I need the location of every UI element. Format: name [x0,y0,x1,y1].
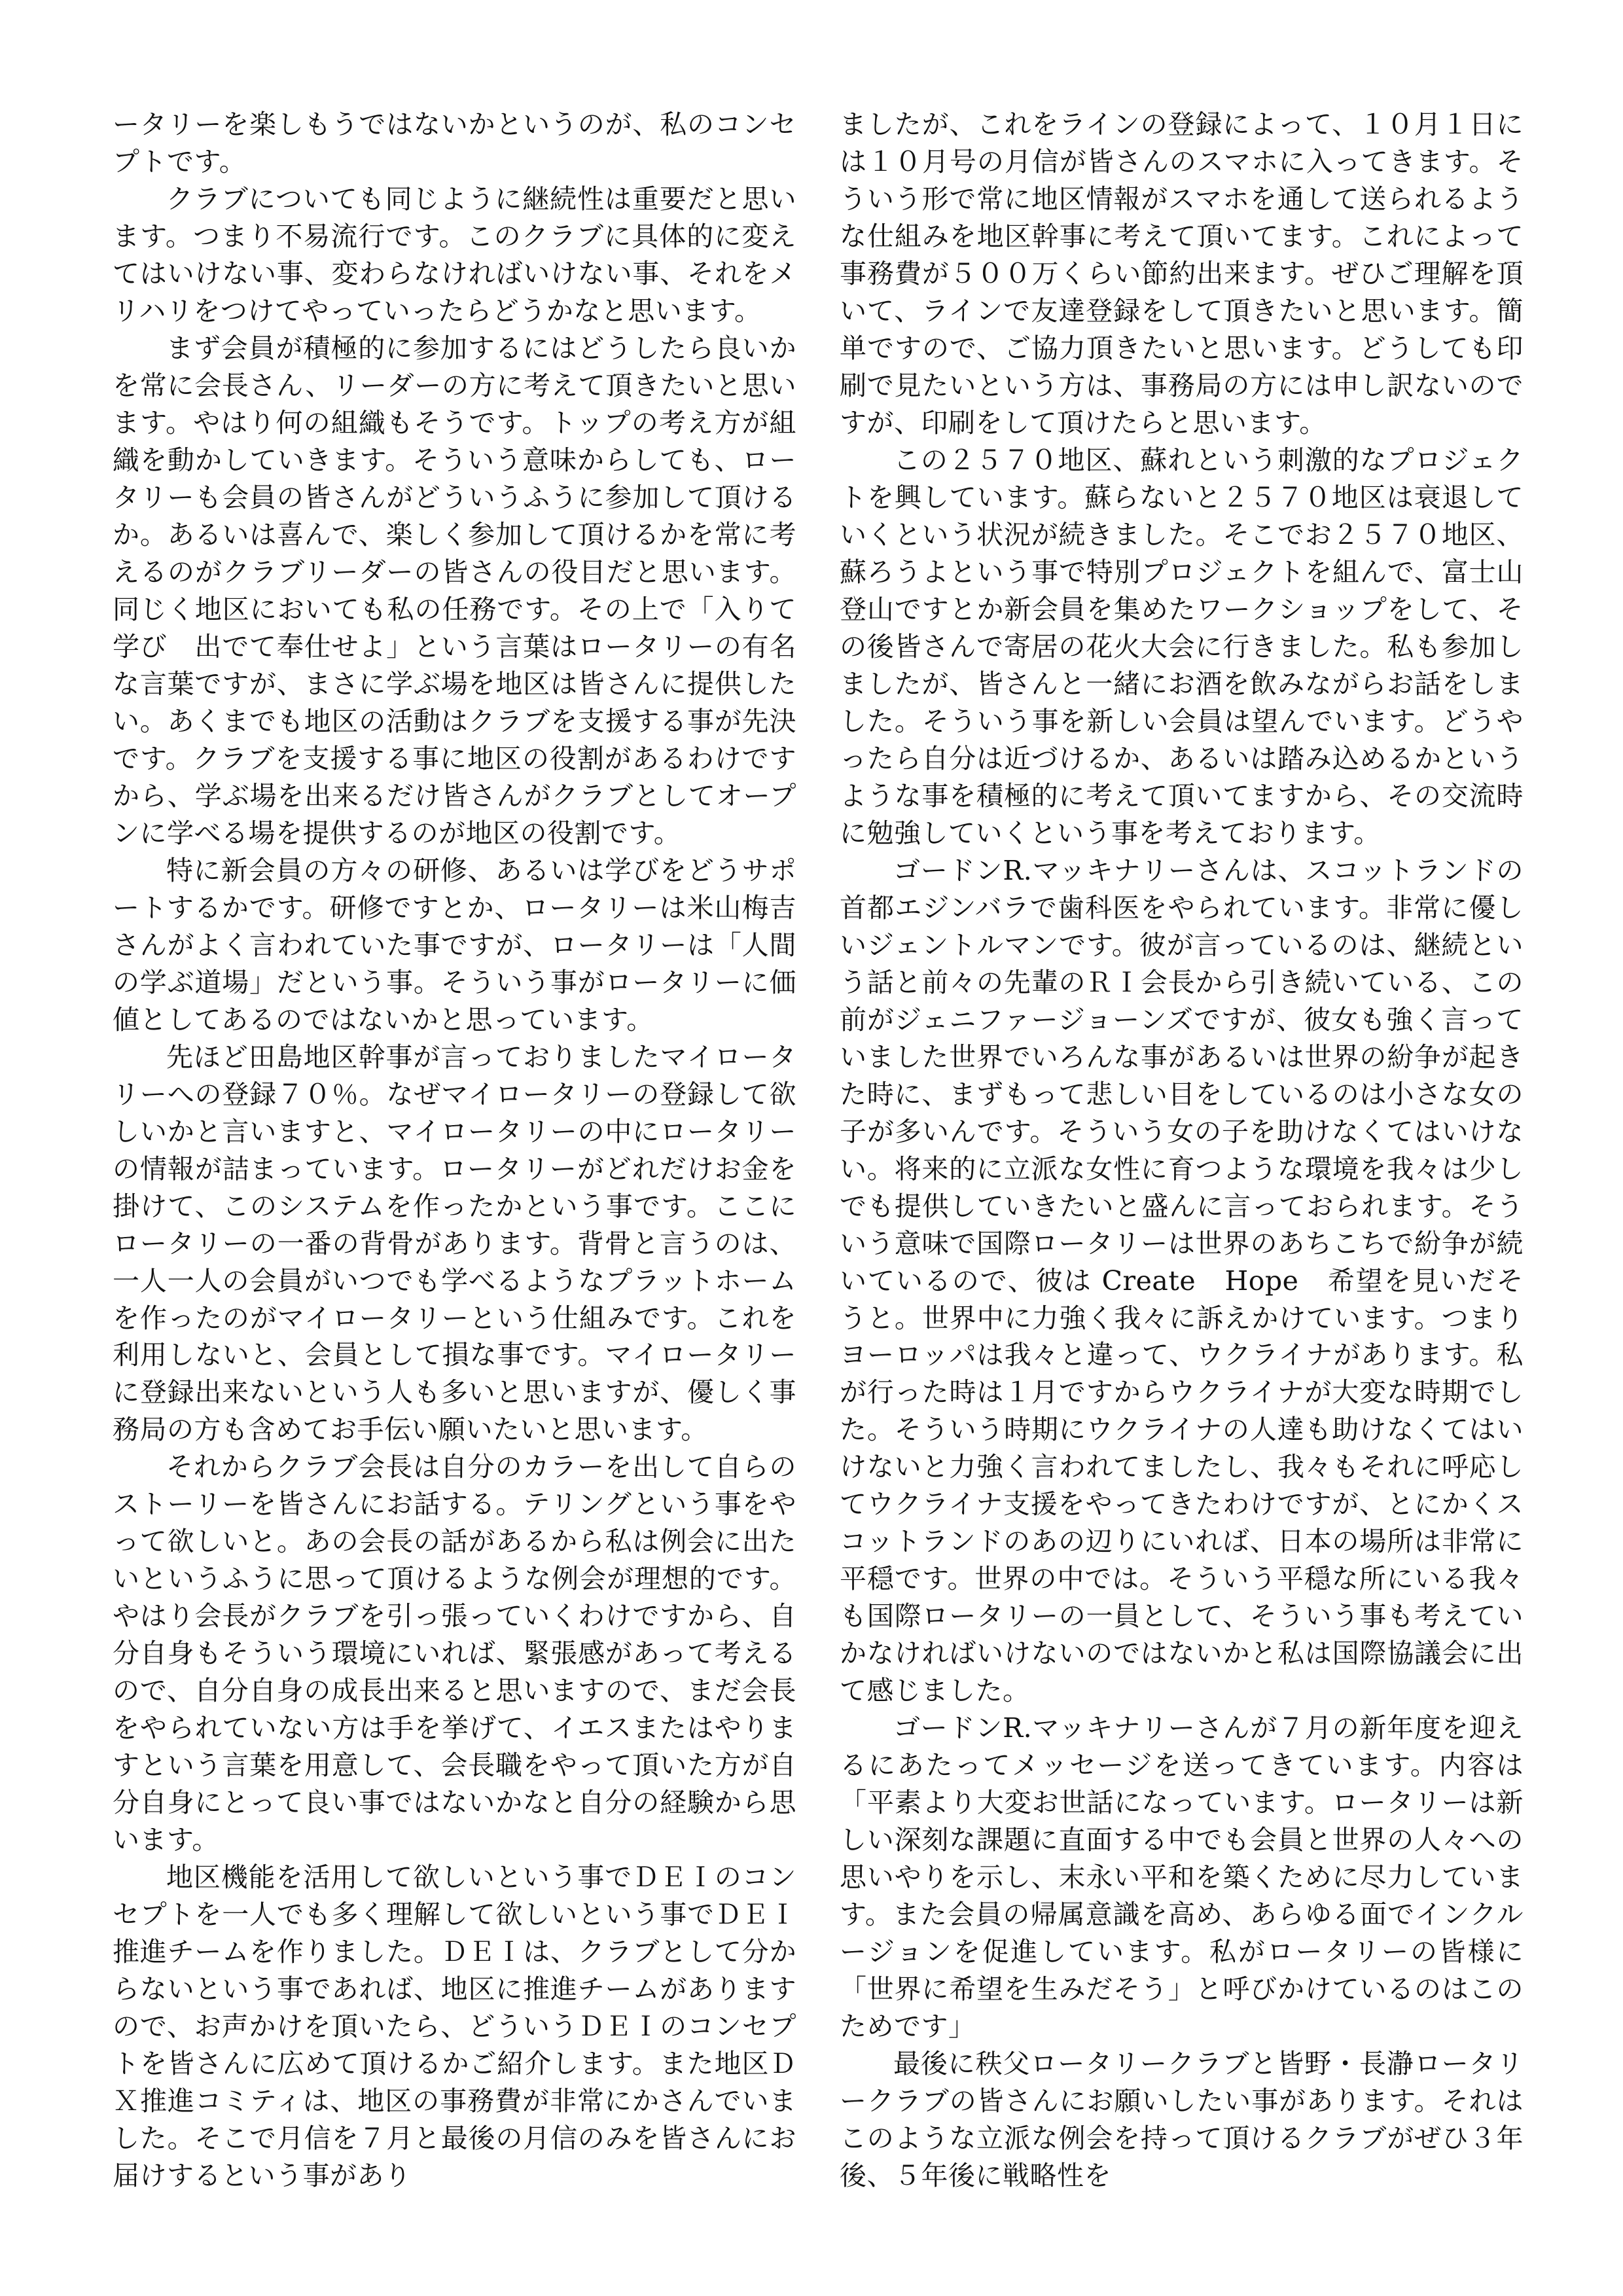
paragraph: 先ほど田島地区幹事が言っておりましたマイロータリーへの登録７０％。なぜマイロータリーの登録して欲しいかと言いますと、マイロータリーの中にロータリーの情報が詰まっています。ロータリーがどれだけお金を掛けて、このシステムを作ったかという事です。ここにロータリーの一番の背骨があります。背骨と言うのは、一人一人の会員がいつでも学べるようなプラットホームを作ったのがマイロータリーという仕組みです。これを利用しないと、会員として損な事です。マイロータリーに登録出来ないという人も多いと思いますが、優しく事務局の方も含めてお手伝い願いたいと思います。 [113,1041,796,1446]
paragraph: それからクラブ会長は自分のカラーを出して自らのストーリーを皆さんにお話する。テリングという事をやって欲しいと。あの会長の話があるから私は例会に出たいというふうに思って頂けるような例会が理想的です。やはり会長がクラブを引っ張っていくわけですから、自分自身もそういう環境にいれば、緊張感があって考えるので、自分自身の成長出来ると思いますので、まだ会長をやられていない方は手を挙げて、イエスまたはやりますという言葉を用意して、会長職をやって頂いた方が自分自身にとって良い事ではないかなと自分の経験から思います。 [113,1451,796,1856]
paragraph: ータリーを楽しもうではないかというのが、私のコンセプトです。 [113,109,796,177]
paragraph: ゴードンR.マッキナリーさんが７月の新年度を迎えるにあたってメッセージを送ってきています。内容は「平素より大変お世話になっています。ロータリーは新しい深刻な課題に直面する中でも会員と世界の人々への思いやりを示し、末永い平和を築くために尽力しています。また会員の帰属意識を高め、あらゆる面でインクルージョンを促進しています。私がロータリーの皆様に「世界に希望を生みだそう」と呼びかけているのはこのためです」 [840,1712,1524,2043]
paragraph: この２５７０地区、蘇れという刺激的なプロジェクトを興しています。蘇らないと２５７０地区は衰退していくという状況が続きました。そこでお２５７０地区、蘇ろうよという事で特別プロジェクトを組んで、富士山登山ですとか新会員を集めたワークショップをして、その後皆さんで寄居の花火大会に行きました。私も参加しましたが、皆さんと一緒にお酒を飲みながらお話をしました。そういう事を新しい会員は望んでいます。どうやったら自分は近づけるか、あるいは踏み込めるかというような事を積極的に考えて頂いてますから、その交流時に勉強していくという事を考えております。 [840,444,1524,849]
paragraph: ゴードンR.マッキナリーさんは、スコットランドの首都エジンバラで歯科医をやられています。非常に優しいジェントルマンです。彼が言っているのは、継続という話と前々の先輩のＲＩ会長から引き続いている、この前がジェニファージョーンズですが、彼女も強く言っていました世界でいろんな事があるいは世界の紛争が起きた時に、まずもって悲しい目をしているのは小さな女の子が多いんです。そういう女の子を助けなくてはいけない。将来的に立派な女性に育つような環境を我々は少しでも提供していきたいと盛んに言っておられます。そういう意味で国際ロータリーは世界のあちこちで紛争が続いているので、彼は Create Hope 希望を見いだそうと。世界中に力強く我々に訴えかけています。つまりヨーロッパは我々と違って、ウクライナがあります。私が行った時は１月ですからウクライナが大変な時期でした。そういう時期にウクライナの人達も助けなくてはいけないと力強く言われてましたし、我々もそれに呼応してウクライナ支援をやってきたわけですが、とにかくスコットランドのあの辺りにいれば、日本の場所は非常に平穏です。世界の中では。そういう平穏な所にいる我々も国際ロータリーの一員として、そういう事も考えていかなければいけないのではないかと私は国際協議会に出て感じました。 [840,854,1524,1707]
left-text-column [113,106,796,2266]
paragraph: まず会員が積極的に参加するにはどうしたら良いかを常に会長さん、リーダーの方に考えて頂きたいと思います。やはり何の組織もそうです。トップの考え方が組織を動かしていきます。そういう意味からしても、ロータリーも会員の皆さんがどういうふうに参加して頂けるか。あるいは喜んで、楽しく参加して頂けるかを常に考えるのがクラブリーダーの皆さんの役目だと思います。同じく地区においても私の任務です。その上で「入りて学び 出でて奉仕せよ」という言葉はロータリーの有名な言葉ですが、まさに学ぶ場を地区は皆さんに提供したい。あくまでも地区の活動はクラブを支援する事が先決です。クラブを支援する事に地区の役割があるわけですから、学ぶ場を出来るだけ皆さんがクラブとしてオープンに学べる場を提供するのが地区の役割です。 [113,332,796,849]
paragraph: クラブについても同じように継続性は重要だと思います。つまり不易流行です。このクラブに具体的に変えてはいけない事、変わらなければいけない事、それをメリハリをつけてやっていったらどうかなと思います。 [113,183,796,327]
right-text-column [840,106,1524,2266]
paragraph: 特に新会員の方々の研修、あるいは学びをどうサポートするかです。研修ですとか、ロータリーは米山梅吉さんがよく言われていた事ですが、ロータリーは「人間の学ぶ道場」だという事。そういう事がロータリーに価値としてあるのではないかと思っています。 [113,854,796,1035]
paragraph: 地区機能を活用して欲しいという事でＤＥＩのコンセプトを一人でも多く理解して欲しいという事でＤＥＩ推進チームを作りました。ＤＥＩは、クラブとして分からないという事であれば、地区に推進チームがありますので、お声かけを頂いたら、どういうＤＥＩのコンセプトを皆さんに広めて頂けるかご紹介します。また地区ＤＸ推進コミティは、地区の事務費が非常にかさんでいました。そこで月信を７月と最後の月信のみを皆さんにお届けするという事があり [113,1861,796,2192]
paragraph: 最後に秩父ロータリークラブと皆野・長瀞ロータリークラブの皆さんにお願いしたい事があります。それはこのような立派な例会を持って頂けるクラブがぜひ３年後、５年後に戦略性を [840,2048,1524,2192]
paragraph: ましたが、これをラインの登録によって、１０月１日には１０月号の月信が皆さんのスマホに入ってきます。そういう形で常に地区情報がスマホを通して送られるような仕組みを地区幹事に考えて頂いてます。これによって事務費が５００万くらい節約出来ます。ぜひご理解を頂いて、ラインで友達登録をして頂きたいと思います。簡単ですので、ご協力頂きたいと思います。どうしても印刷で見たいという方は、事務局の方には申し訳ないのですが、印刷をして頂けたらと思います。 [840,109,1524,439]
